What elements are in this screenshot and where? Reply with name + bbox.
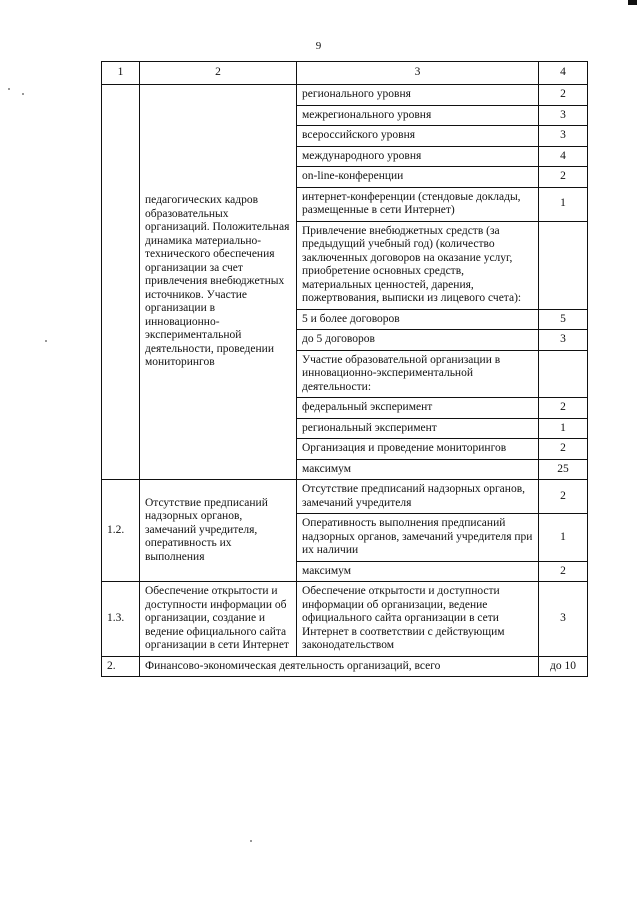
score-cell: 2: [539, 85, 588, 106]
score-cell: 3: [539, 105, 588, 126]
scan-speck: [8, 88, 10, 90]
page-number: 9: [315, 40, 322, 52]
criterion-cell: Организация и проведение мониторингов: [297, 439, 539, 460]
score-cell: 5: [539, 309, 588, 330]
criterion-cell: Привлечение внебюджетных средств (за предыдущий учебный год) (количество заключенных договоров на оказание услуг, приобретение основных средств, материальных ценностей, дарения, пожертвования, выписки из лицевого счета):: [297, 221, 539, 309]
score-cell: [539, 221, 588, 309]
score-cell: 2: [539, 480, 588, 514]
score-cell: 2: [539, 398, 588, 419]
criterion-cell: Участие образовательной организации в инновационно-экспериментальной деятельности:: [297, 350, 539, 398]
scan-speck: [45, 340, 47, 342]
score-cell: 2: [539, 167, 588, 188]
criterion-cell: Обеспечение открытости и доступности информации об организации, ведение официального сайта организации в сети Интернет в соответствии с действующим законодательством: [297, 582, 539, 657]
criterion-cell: региональный эксперимент: [297, 418, 539, 439]
criterion-cell: Оперативность выполнения предписаний надзорных органов, замечаний учредителя при их наличии: [297, 514, 539, 562]
table-row: [102, 85, 588, 106]
score-cell: [539, 350, 588, 398]
table-row: [102, 480, 588, 514]
criterion-cell: интернет-конференции (стендовые доклады, размещенные в сети Интернет): [297, 187, 539, 221]
header-cell: 4: [539, 62, 588, 85]
score-cell: 4: [539, 146, 588, 167]
score-cell: 25: [539, 459, 588, 480]
table-header-row: [102, 62, 588, 85]
criterion-cell: on-line-конференции: [297, 167, 539, 188]
header-cell: 3: [297, 62, 539, 85]
criterion-cell: регионального уровня: [297, 85, 539, 106]
criterion-cell: Отсутствие предписаний надзорных органов, замечаний учредителя: [297, 480, 539, 514]
scan-speck: [22, 93, 24, 95]
criteria-table: [101, 61, 588, 677]
corner-scan-mark: [628, 0, 637, 5]
score-cell: 2: [539, 561, 588, 582]
row-number-cell: [102, 85, 140, 480]
row-number-cell: 1.2.: [102, 480, 140, 582]
criterion-cell: международного уровня: [297, 146, 539, 167]
criterion-cell: всероссийского уровня: [297, 126, 539, 147]
criterion-cell: максимум: [297, 459, 539, 480]
criterion-cell: федеральный эксперимент: [297, 398, 539, 419]
score-cell: 3: [539, 582, 588, 657]
indicator-cell: Отсутствие предписаний надзорных органов, замечаний учредителя, оперативность их выполнения: [140, 480, 297, 582]
score-cell: 1: [539, 514, 588, 562]
table-row: [102, 656, 588, 677]
score-cell: 3: [539, 330, 588, 351]
row-number-cell: 2.: [102, 656, 140, 677]
score-cell: 1: [539, 187, 588, 221]
score-cell: 2: [539, 439, 588, 460]
section-title-cell: Финансово-экономическая деятельность организаций, всего: [140, 656, 539, 677]
scan-speck: [250, 840, 252, 842]
score-cell: 3: [539, 126, 588, 147]
criterion-cell: максимум: [297, 561, 539, 582]
indicator-cell: педагогических кадров образовательных организаций. Положительная динамика материально-технического обеспечения организации за счет привлечения внебюджетных источников. Участие организации в инновационно-экспериментальной деятельности, проведении мониторингов: [140, 85, 297, 480]
indicator-cell: Обеспечение открытости и доступности информации об организации, создание и ведение официального сайта организации в сети Интернет: [140, 582, 297, 657]
score-cell: до 10: [539, 656, 588, 677]
table-row: [102, 582, 588, 657]
criterion-cell: 5 и более договоров: [297, 309, 539, 330]
row-number-cell: 1.3.: [102, 582, 140, 657]
criterion-cell: межрегионального уровня: [297, 105, 539, 126]
criterion-cell: до 5 договоров: [297, 330, 539, 351]
score-cell: 1: [539, 418, 588, 439]
header-cell: 2: [140, 62, 297, 85]
header-cell: 1: [102, 62, 140, 85]
